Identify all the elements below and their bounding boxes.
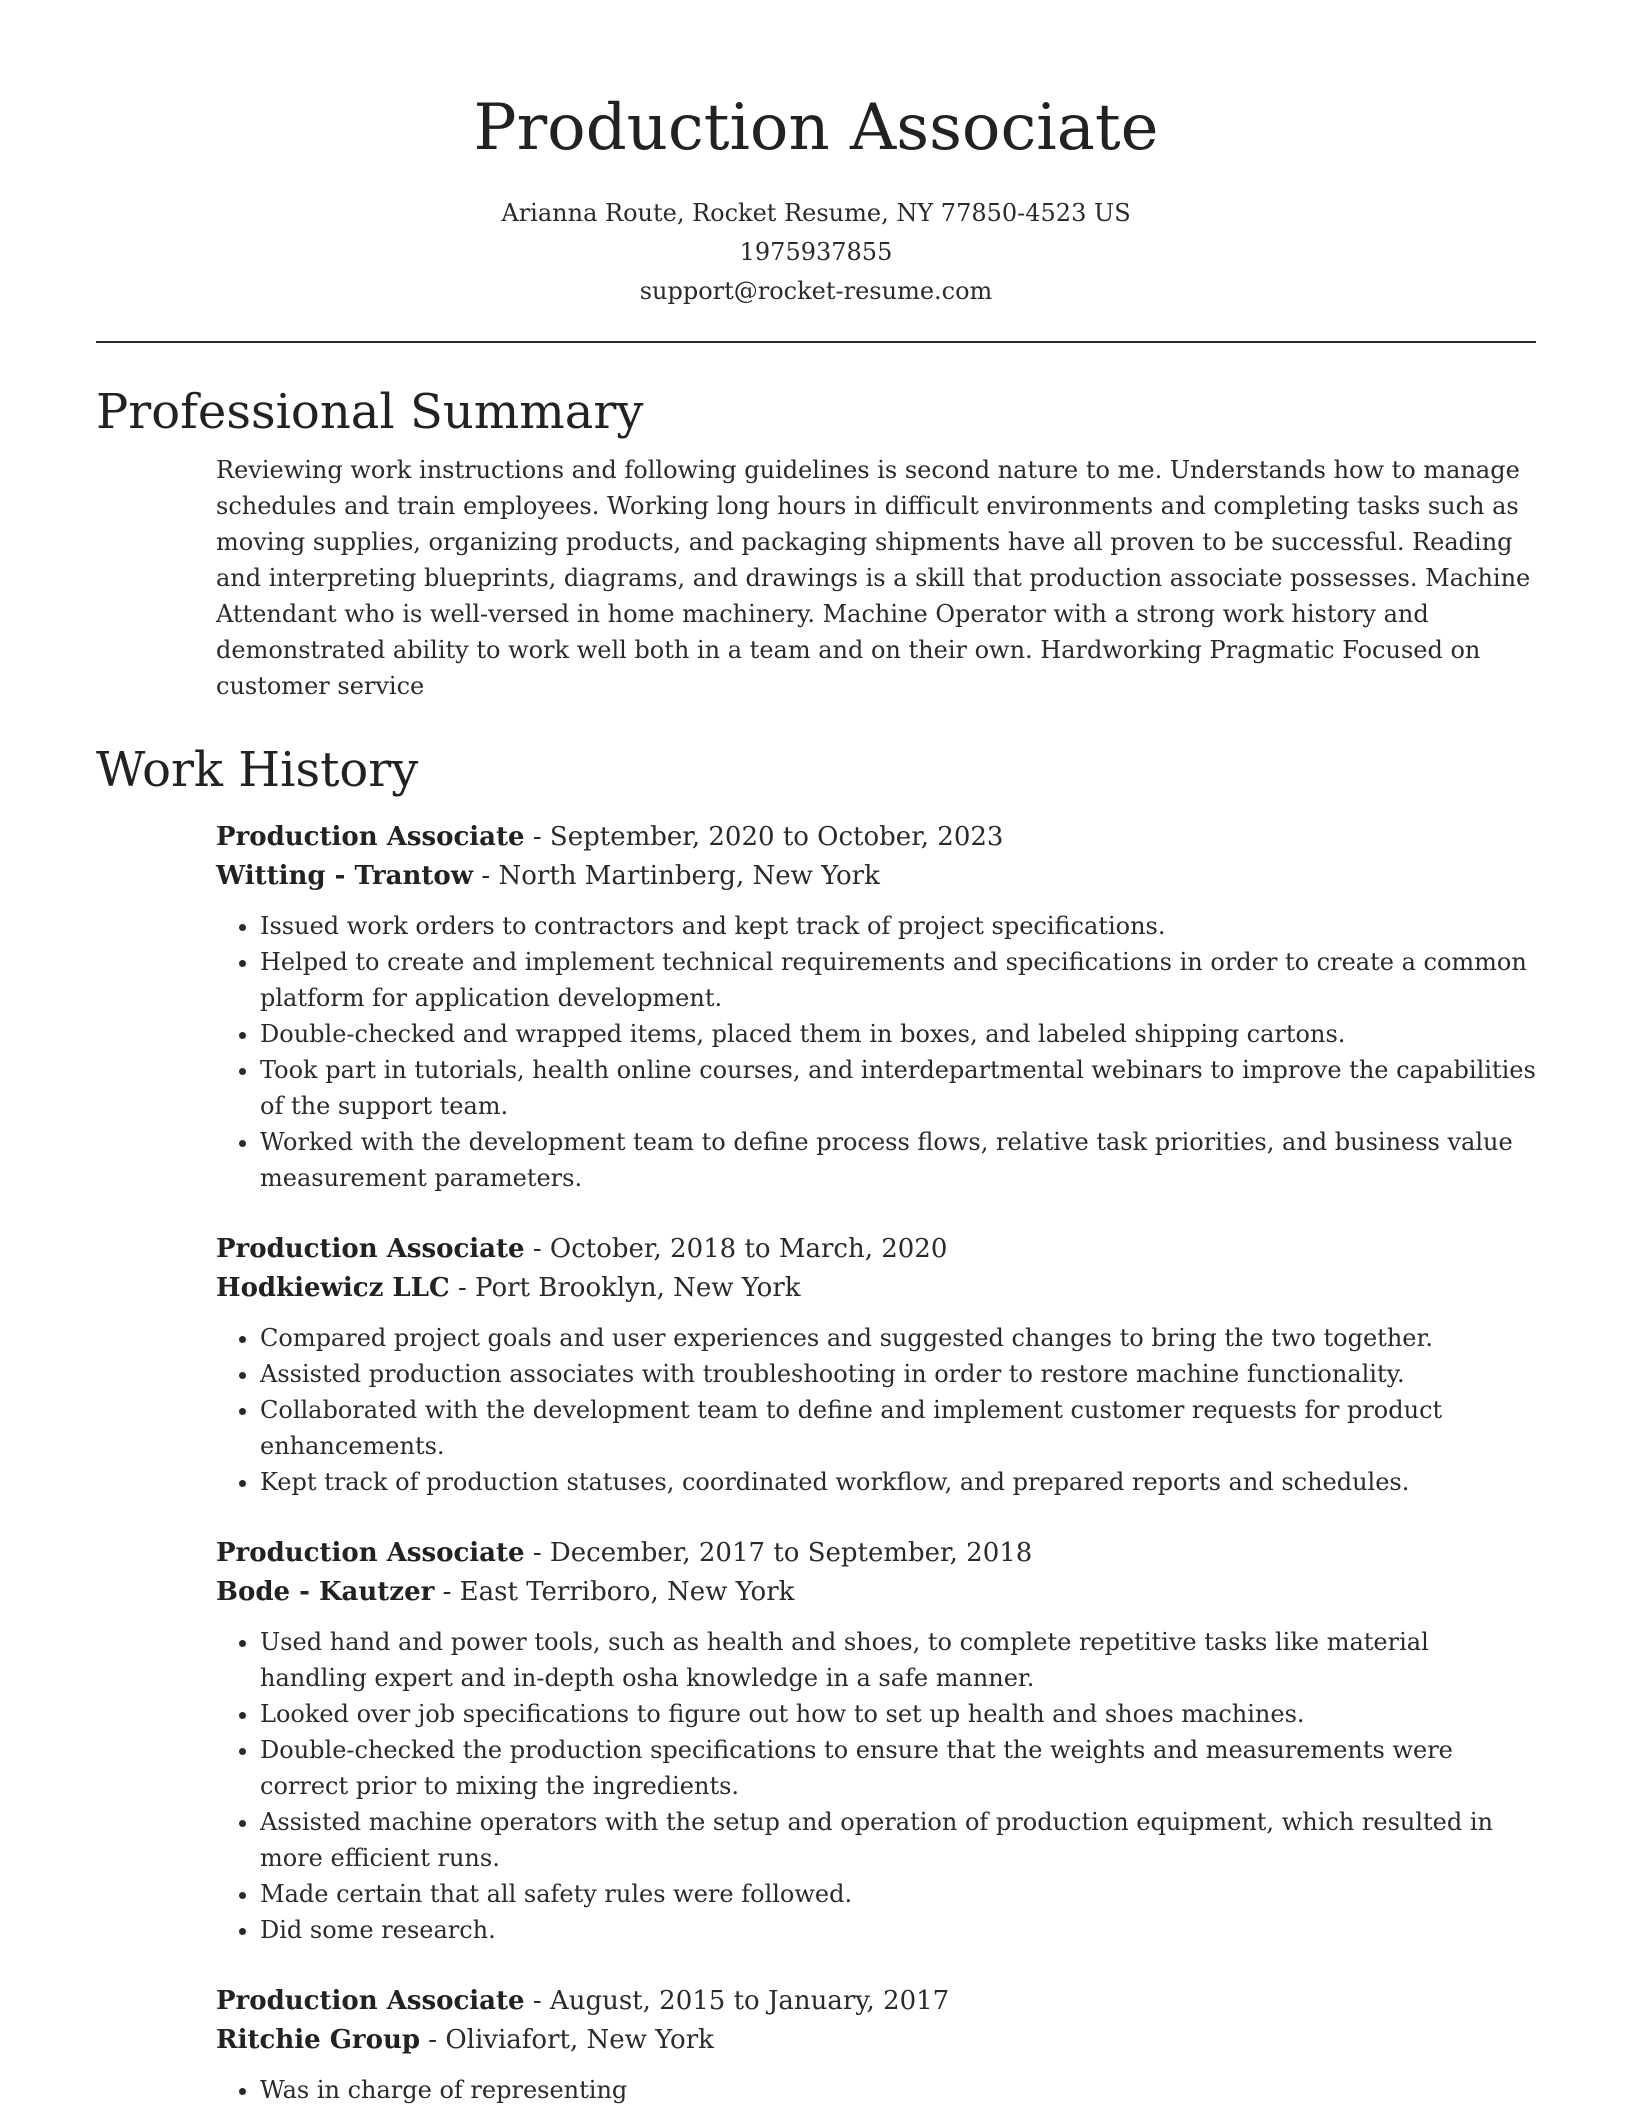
summary-section (96, 382, 1536, 704)
job-location: Oliviafort, New York (445, 2025, 714, 2055)
contact-phone: 1975937855 (739, 238, 893, 266)
list-item: • Made certain that all safety rules were followed. (260, 1876, 1536, 1912)
company-name: Witting (216, 861, 326, 891)
company-name: Bode (216, 1577, 291, 1607)
separator: - (434, 1577, 460, 1607)
list-item: • Double-checked and wrapped items, placed them in boxes, and labeled shipping cartons. (260, 1016, 1536, 1052)
job-entry (216, 1534, 1536, 1948)
job-company-line (216, 1573, 1536, 1612)
job-location: North Martinberg, New York (498, 861, 880, 891)
list-item: • Used hand and power tools, such as health and shoes, to complete repetitive tasks like material handling expert and in-depth osha knowledge in a safe manner. (260, 1624, 1536, 1696)
separator: - (473, 861, 499, 891)
job-bullets (216, 2072, 1536, 2108)
job-company-line (216, 2021, 1536, 2060)
list-item: • Helped to create and implement technical requirements and specifications in order to create a common platform for application development. (260, 944, 1536, 1016)
job-bullets (216, 908, 1536, 1196)
separator: - (524, 1986, 550, 2016)
list-item: • Looked over job specifications to figure out how to set up health and shoes machines. (260, 1696, 1536, 1732)
separator: - (524, 1538, 550, 1568)
separator: - (290, 1577, 319, 1607)
job-entry (216, 1982, 1536, 2108)
job-title-line (216, 1230, 1536, 1269)
job-dates: December, 2017 to September, 2018 (549, 1538, 1033, 1568)
company-name: Trantow (354, 861, 474, 891)
list-item: • Took part in tutorials, health online courses, and interdepartmental webinars to improve the capabilities of the support team. (260, 1052, 1536, 1124)
job-location: Port Brooklyn, New York (475, 1273, 801, 1303)
resume-header (0, 0, 1632, 311)
header-divider (96, 341, 1536, 343)
list-item: • Collaborated with the development team to define and implement customer requests for product enhancements. (260, 1392, 1536, 1464)
page-title: Production Associate (473, 91, 1159, 165)
job-dates: August, 2015 to January, 2017 (549, 1986, 950, 2016)
work-history-heading: Work History (96, 742, 419, 798)
list-item: • Double-checked the production specifications to ensure that the weights and measurements were correct prior to mixing the ingredients. (260, 1732, 1536, 1804)
separator: - (420, 2025, 446, 2055)
job-role: Production Associate (216, 1538, 525, 1568)
job-role: Production Associate (216, 822, 525, 852)
list-item: • Compared project goals and user experiences and suggested changes to bring the two together. (260, 1320, 1536, 1356)
job-company-line (216, 857, 1536, 896)
list-item: • Did some research. (260, 1912, 1536, 1948)
job-list (216, 818, 1536, 2108)
separator: - (524, 822, 550, 852)
job-dates: October, 2018 to March, 2020 (549, 1234, 948, 1264)
list-item: • Was in charge of representing (260, 2072, 1536, 2108)
job-dates: September, 2020 to October, 2023 (549, 822, 1004, 852)
job-bullets (216, 1624, 1536, 1948)
job-bullets (216, 1320, 1536, 1500)
list-item: • Assisted machine operators with the setup and operation of production equipment, which resulted in more efficient runs. (260, 1804, 1536, 1876)
contact-address: Arianna Route, Rocket Resume, NY 77850-4523 US (501, 199, 1131, 227)
job-title-line (216, 1534, 1536, 1573)
summary-text: Reviewing work instructions and following guidelines is second nature to me. Understands how to manage schedules and train employees. Working long hours in difficult environments and completing tasks such as moving supplies, organizing products, and packaging shipments have all proven to be successful. Reading and interpreting blueprints, diagrams, and drawings is a skill that production associate possesses. Machine Attendant who is well-versed in home machinery. Machine Operator with a strong work history and demonstrated ability to work well both in a team and on their own. Hardworking Pragmatic Focused on customer service (216, 456, 1531, 700)
summary-body (216, 452, 1536, 704)
list-item: • Issued work orders to contractors and kept track of project specifications. (260, 908, 1536, 944)
summary-heading: Professional Summary (96, 384, 644, 440)
separator: - (325, 861, 355, 891)
separator: - (449, 1273, 476, 1303)
list-item: • Assisted production associates with troubleshooting in order to restore machine functionality. (260, 1356, 1536, 1392)
list-item: • Worked with the development team to define process flows, relative task priorities, and business value measurement parameters. (260, 1124, 1536, 1196)
job-entry (216, 1230, 1536, 1500)
separator: - (524, 1234, 550, 1264)
contact-info (0, 194, 1632, 311)
company-name: Kautzer (318, 1577, 435, 1607)
job-role: Production Associate (216, 1986, 525, 2016)
contact-email: support@rocket-resume.com (639, 277, 993, 305)
job-role: Production Associate (216, 1234, 525, 1264)
company-name: Ritchie Group (216, 2025, 421, 2055)
work-history-section (96, 740, 1536, 2112)
job-title-line (216, 818, 1536, 857)
company-name: Hodkiewicz LLC (216, 1273, 450, 1303)
job-entry (216, 818, 1536, 1196)
job-title-line (216, 1982, 1536, 2021)
job-company-line (216, 1269, 1536, 1308)
job-location: East Terriboro, New York (459, 1577, 795, 1607)
list-item: • Kept track of production statuses, coordinated workflow, and prepared reports and schedules. (260, 1464, 1536, 1500)
